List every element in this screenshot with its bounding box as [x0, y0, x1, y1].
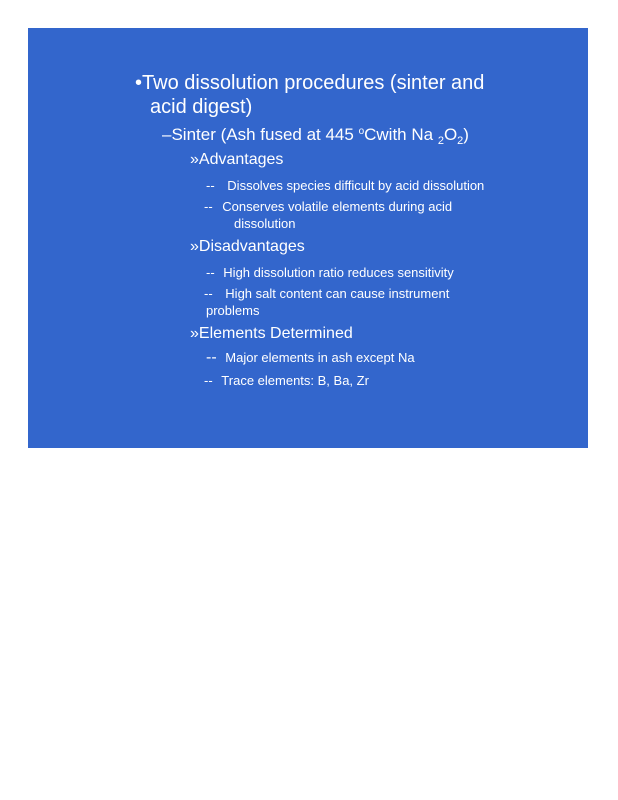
sinter-suffix: ) [463, 125, 469, 144]
elements-item-2 [204, 373, 369, 388]
disadvantage-item-2-line2: problems [206, 303, 260, 318]
advantage-item-2-line1 [204, 199, 452, 214]
sinter-o: O [443, 125, 458, 144]
subscript-o: 2 [457, 135, 464, 147]
elements-text-2: Trace elements: B, Ba, Zr [221, 373, 369, 388]
advantage-item-1 [206, 178, 484, 193]
dash: -- [206, 265, 215, 280]
sinter-heading [162, 125, 469, 148]
disadvantage-item-1 [206, 265, 454, 280]
advantage-text-1: Dissolves species difficult by acid dissolution [227, 178, 485, 193]
advantage-text-2-line1: Conserves volatile elements during acid [222, 199, 453, 214]
dash: -- [204, 286, 213, 301]
bullet-marker: • [135, 72, 143, 94]
sinter-prefix: –Sinter (Ash fused at 445 [162, 125, 359, 144]
degree-superscript: o [358, 126, 365, 137]
subscript-na: 2 [437, 135, 444, 147]
dash: -- [204, 373, 213, 388]
sinter-mid: Cwith Na [364, 125, 438, 144]
elements-determined-heading: »Elements Determined [190, 325, 353, 342]
disadvantage-text-1: High dissolution ratio reduces sensitivity [223, 265, 454, 280]
bullet-two-dissolution-line1 [135, 72, 484, 95]
slide [28, 28, 588, 448]
bullet-two-dissolution-line2: acid digest) [150, 96, 253, 118]
disadvantages-heading: »Disadvantages [190, 238, 305, 255]
advantage-item-2-line2: dissolution [234, 216, 296, 231]
dash: -- [204, 199, 213, 214]
elements-item-1 [206, 350, 415, 365]
advantages-heading: »Advantages [190, 151, 284, 168]
disadvantage-text-2-line1: High salt content can cause instrument [225, 286, 450, 301]
dash: -- [206, 349, 217, 366]
dash: -- [206, 178, 215, 193]
elements-text-1: Major elements in ash except Na [225, 350, 415, 365]
bullet-text-line1: Two dissolution procedures (sinter and [142, 72, 485, 94]
disadvantage-item-2-line1 [204, 286, 449, 301]
